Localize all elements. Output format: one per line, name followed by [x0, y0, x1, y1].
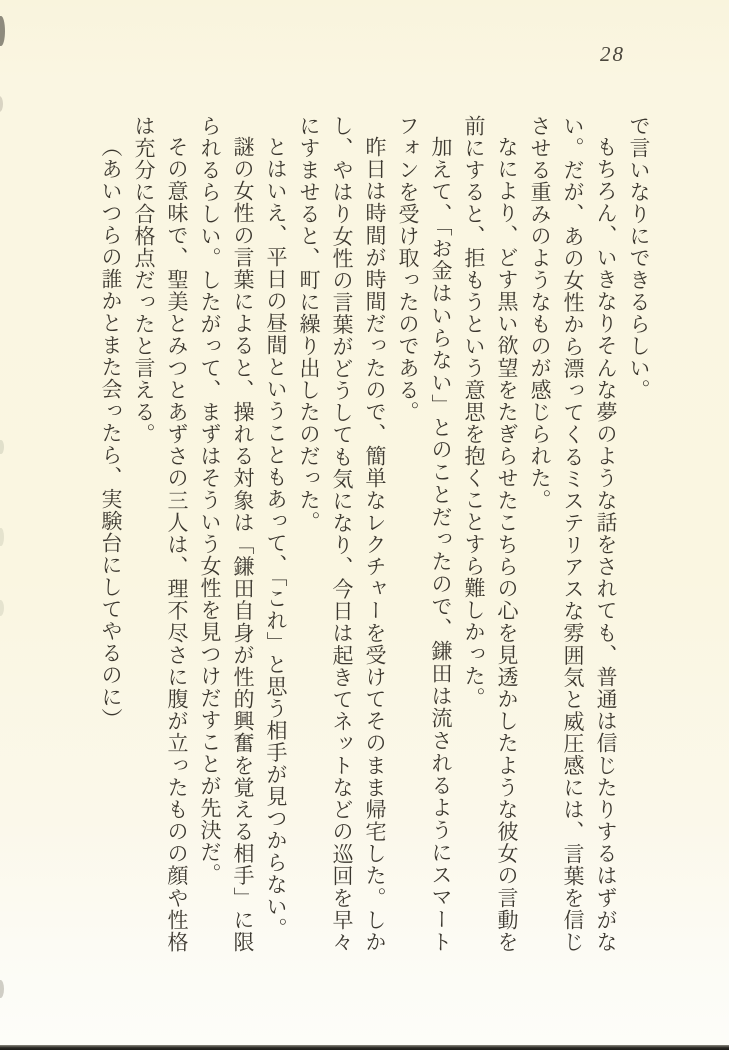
- paragraph: （あいつらの誰かとまた会ったら、実験台にしてやるのに）: [99, 136, 123, 730]
- paragraph: その意味で、聖美とみつとあずさの三人は、理不尽さに腹が立ったものの顔や性格は充分に合格点だったと言える。: [132, 115, 189, 953]
- scan-blemish: [0, 528, 4, 546]
- paragraph: とはいえ、平日の昼間ということもあって、「これ」と思う相手が見つからない。: [264, 136, 288, 940]
- scan-blemish: [0, 980, 4, 998]
- paragraph: 昨日は時間が時間だったので、簡単なレクチャーを受けてそのまま帰宅した。しかし、やはり女性の言葉がどうしても気になり、今日は起きてネットなどの巡回を早々にすませると、町に繰り出したのだった。: [297, 115, 387, 953]
- scan-edge-bottom: [0, 1045, 729, 1050]
- paragraph: 謎の女性の言葉によると、操れる対象は「鎌田自身が性的興奮を覚える相手」に限られるらしい。したがって、まずはそういう女性を見つけだすことが先決だ。: [198, 115, 255, 953]
- scan-blemish: [0, 600, 4, 616]
- scan-blemish: [0, 16, 5, 46]
- page-number: 28: [600, 42, 625, 66]
- paragraph: で言いなりにできるらしい。: [627, 115, 651, 401]
- paragraph: なにより、どす黒い欲望をたぎらせたこちらの心を見透かしたような彼女の言動を前にすると、拒もうという意思を抱くことすら難しかった。: [462, 115, 519, 953]
- scan-blemish: [0, 440, 4, 454]
- paragraph: 加えて、「お金はいらない」とのことだったので、鎌田は流されるようにスマートフォンを受け取ったのである。: [396, 115, 453, 953]
- scan-blemish: [0, 96, 3, 112]
- paragraph: もちろん、いきなりそんな夢のような話をされても、普通は信じたりするはずがない。だが、あの女性から漂ってくるミステリアスな雰囲気と威圧感には、言葉を信じさせる重みのようなものが感じられた。: [528, 115, 618, 953]
- body-text: [94, 115, 655, 953]
